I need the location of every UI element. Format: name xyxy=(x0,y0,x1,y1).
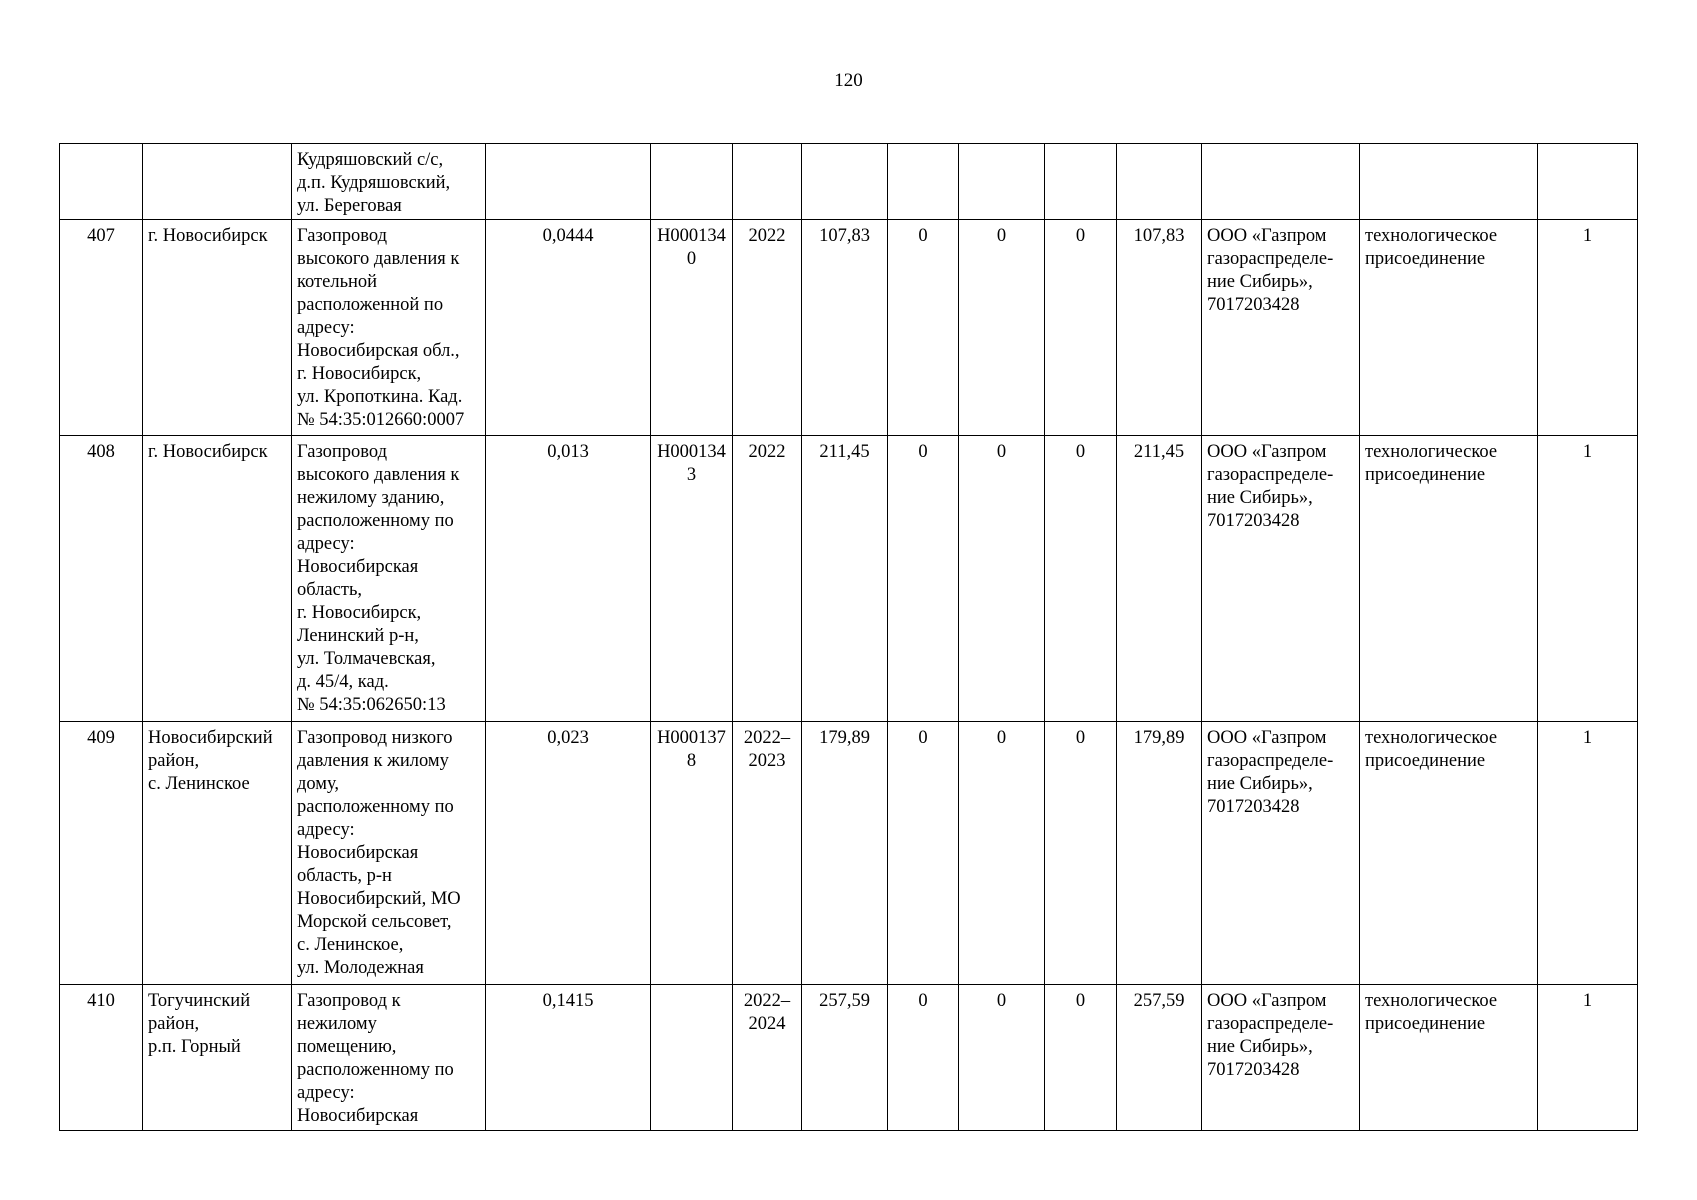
cell-count: 1 xyxy=(1538,985,1638,1131)
cell-v3: 0 xyxy=(1045,722,1117,985)
cell-v2 xyxy=(959,144,1045,220)
cell-length: 0,013 xyxy=(486,436,651,722)
cell-location: г. Новосибирск xyxy=(143,436,292,722)
cell-years: 2022 xyxy=(733,220,802,436)
cell-num: 407 xyxy=(60,220,143,436)
cell-v3: 0 xyxy=(1045,985,1117,1131)
cell-years: 2022– 2024 xyxy=(733,985,802,1131)
cell-object: Кудряшовский с/с, д.п. Кудряшовский, ул. Береговая xyxy=(292,144,486,220)
cell-purpose: технологическое присоединение xyxy=(1360,436,1538,722)
cell-v4: 179,89 xyxy=(1117,722,1202,985)
cell-length xyxy=(486,144,651,220)
cell-code xyxy=(651,985,733,1131)
cell-total: 107,83 xyxy=(802,220,888,436)
cell-v4 xyxy=(1117,144,1202,220)
cell-length: 0,0444 xyxy=(486,220,651,436)
cell-location xyxy=(143,144,292,220)
cell-count: 1 xyxy=(1538,722,1638,985)
cell-v1: 0 xyxy=(888,220,959,436)
cell-v3: 0 xyxy=(1045,436,1117,722)
table-row xyxy=(60,722,1638,985)
cell-org xyxy=(1202,144,1360,220)
cell-count: 1 xyxy=(1538,220,1638,436)
table-row xyxy=(60,220,1638,436)
cell-v4: 257,59 xyxy=(1117,985,1202,1131)
cell-num: 408 xyxy=(60,436,143,722)
cell-org: ООО «Газпром газораспределе- ние Сибирь», 7017203428 xyxy=(1202,220,1360,436)
cell-num: 409 xyxy=(60,722,143,985)
cell-code: Н000134 0 xyxy=(651,220,733,436)
cell-location: Новосибирский район, с. Ленинское xyxy=(143,722,292,985)
cell-object: Газопровод высокого давления к нежилому зданию, расположенному по адресу: Новосибирская область, г. Новосибирск, Ленинский р-н, ул. Толмачевская, д. 45/4, кад. № 54:35:062650:13 xyxy=(292,436,486,722)
cell-org: ООО «Газпром газораспределе- ние Сибирь», 7017203428 xyxy=(1202,436,1360,722)
cell-length: 0,023 xyxy=(486,722,651,985)
cell-total: 257,59 xyxy=(802,985,888,1131)
cell-code: Н000137 8 xyxy=(651,722,733,985)
cell-v2: 0 xyxy=(959,436,1045,722)
cell-count: 1 xyxy=(1538,436,1638,722)
cell-v1: 0 xyxy=(888,436,959,722)
cell-v2: 0 xyxy=(959,985,1045,1131)
cell-v2: 0 xyxy=(959,722,1045,985)
cell-object: Газопровод к нежилому помещению, расположенному по адресу: Новосибирская xyxy=(292,985,486,1131)
cell-total: 211,45 xyxy=(802,436,888,722)
cell-v1: 0 xyxy=(888,722,959,985)
cell-num xyxy=(60,144,143,220)
cell-v3 xyxy=(1045,144,1117,220)
cell-v4: 107,83 xyxy=(1117,220,1202,436)
cell-purpose xyxy=(1360,144,1538,220)
cell-purpose: технологическое присоединение xyxy=(1360,722,1538,985)
table-row-continuation xyxy=(60,144,1638,220)
cell-purpose: технологическое присоединение xyxy=(1360,220,1538,436)
cell-object: Газопровод высокого давления к котельной расположенной по адресу: Новосибирская обл., г. Новосибирск, ул. Кропоткина. Кад. № 54:35:012660:0007 xyxy=(292,220,486,436)
cell-total xyxy=(802,144,888,220)
cell-v1 xyxy=(888,144,959,220)
cell-code: Н000134 3 xyxy=(651,436,733,722)
cell-org: ООО «Газпром газораспределе- ние Сибирь», 7017203428 xyxy=(1202,985,1360,1131)
page-number: 120 xyxy=(834,70,863,91)
cell-v2: 0 xyxy=(959,220,1045,436)
cell-years xyxy=(733,144,802,220)
cell-num: 410 xyxy=(60,985,143,1131)
table-row xyxy=(60,985,1638,1131)
cell-org: ООО «Газпром газораспределе- ние Сибирь», 7017203428 xyxy=(1202,722,1360,985)
cell-v3: 0 xyxy=(1045,220,1117,436)
cell-length: 0,1415 xyxy=(486,985,651,1131)
cell-years: 2022 xyxy=(733,436,802,722)
table-row xyxy=(60,436,1638,722)
investment-program-table xyxy=(59,143,1638,1131)
cell-count xyxy=(1538,144,1638,220)
cell-purpose: технологическое присоединение xyxy=(1360,985,1538,1131)
cell-location: Тогучинский район, р.п. Горный xyxy=(143,985,292,1131)
cell-v1: 0 xyxy=(888,985,959,1131)
cell-code xyxy=(651,144,733,220)
cell-object: Газопровод низкого давления к жилому дому, расположенному по адресу: Новосибирская область, р-н Новосибирский, МО Морской сельсовет, с. Ленинское, ул. Молодежная xyxy=(292,722,486,985)
cell-location: г. Новосибирск xyxy=(143,220,292,436)
cell-years: 2022– 2023 xyxy=(733,722,802,985)
cell-v4: 211,45 xyxy=(1117,436,1202,722)
cell-total: 179,89 xyxy=(802,722,888,985)
